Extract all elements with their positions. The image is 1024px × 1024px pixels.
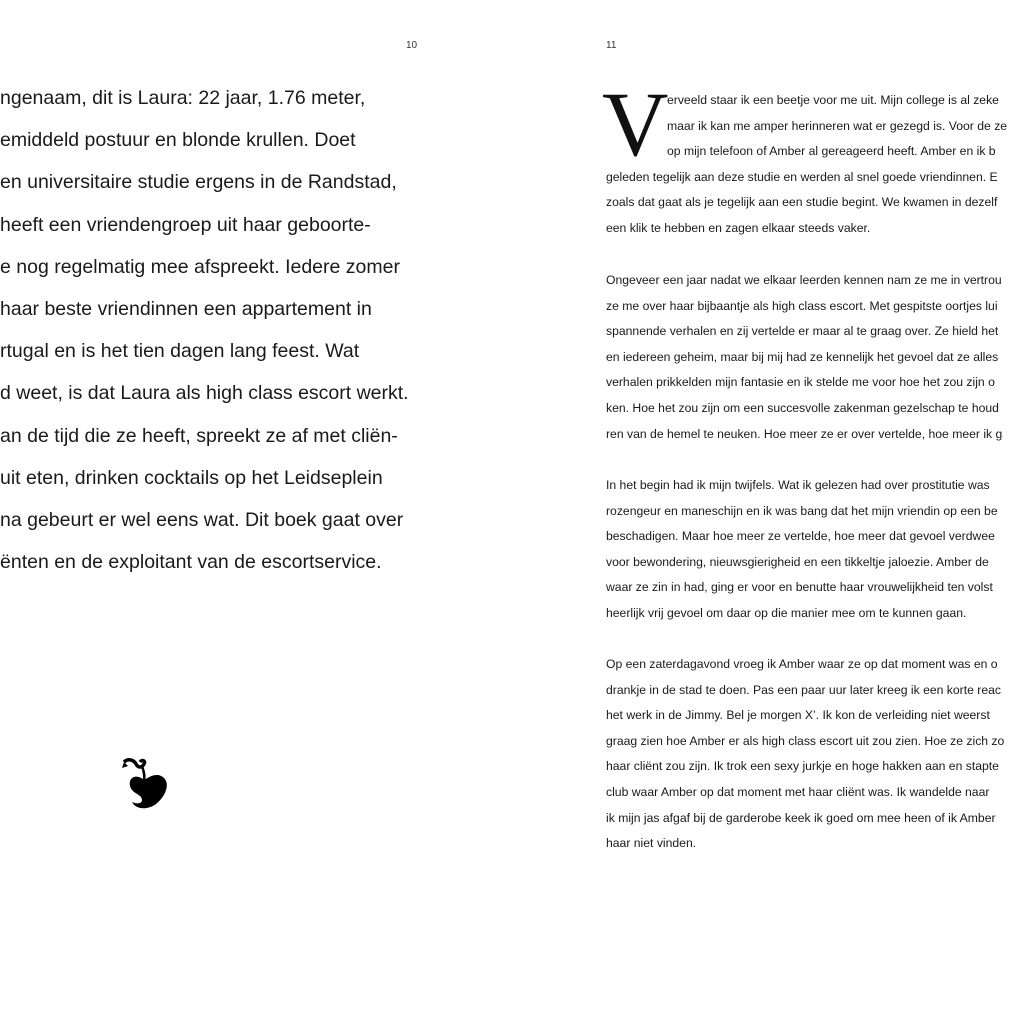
text-line: Ongeveer een jaar nadat we elkaar leerden kennen nam ze me in vertrou [606,273,1002,287]
text-line: heeft een vriendengroep uit haar geboorte- [0,213,371,236]
text-line: emiddeld postuur en blonde krullen. Doet [0,129,356,152]
text-line: uit eten, drinken cocktails op het Leidseplein [0,466,383,489]
text-line: zoals dat gaat als je tegelijk aan een studie begint. We kwamen in dezelf [606,195,998,210]
text-line: het werk in de Jimmy. Bel je morgen X’. Ik kon de verleiding niet weerst [606,708,990,723]
text-line: voor bewondering, nieuwsgierigheid en een tikkeltje jaloezie. Amber de [606,554,989,569]
text-line: waar ze zin in had, ging er voor en benutte haar vrouwelijkheid ten volst [606,580,993,595]
text-line: heerlijk vrij gevoel om daar op die manier mee om te kunnen gaan. [606,606,967,620]
text-line: In het begin had ik mijn twijfels. Wat ik gelezen had over prostitutie was [606,478,990,492]
page-number: 10 [406,40,418,51]
text-line: d weet, is dat Laura als high class escort werkt. [0,382,409,405]
text-line: op mijn telefoon of Amber al gereageerd heeft. Amber en ik b [667,144,996,159]
text-line: Op een zaterdagavond vroeg ik Amber waar ze op dat moment was en o [606,657,998,671]
text-line: maar ik kan me amper herinneren wat er gezegd is. Voor de ze [667,118,1008,133]
text-line: drankje in de stad te doen. Pas een paar uur later kreeg ik een korte reac [606,682,1001,697]
text-line: geleden tegelijk aan deze studie en werden al snel goede vriendinnen. E [606,169,998,184]
text-line: erveeld staar ik een beetje voor me uit. Mijn college is al zeke [667,93,999,107]
text-line: e nog regelmatig mee afspreekt. Iedere zomer [0,255,400,278]
text-line: haar beste vriendinnen een appartement in [0,298,372,320]
text-line: rozengeur en maneschijn en ik was bang dat het mijn vriendin op een be [606,503,998,518]
text-line: graag zien hoe Amber er als high class escort uit zou zien. Hoe ze zich zo [606,733,1005,748]
text-line: verhalen prikkelden mijn fantasie en ik stelde me voor hoe het zou zijn o [606,375,995,390]
text-line: ken. Hoe het zou zijn om een succesvolle zakenman gezelschap te houd [606,401,999,415]
text-line: beschadigen. Maar hoe meer ze vertelde, hoe meer dat gevoel verdwee [606,529,995,544]
text-line: na gebeurt er wel eens wat. Dit boek gaat over [0,509,404,531]
text-line: ngenaam, dit is Laura: 22 jaar, 1.76 meter, [0,87,366,109]
text-line: spannende verhalen en zij vertelde er maar al te graag over. Ze hield het [606,324,999,339]
text-line: club waar Amber op dat moment met haar cliënt was. Ik wandelde naar [606,785,990,799]
text-line: en universitaire studie ergens in de Randstad, [0,171,397,194]
text-line: ënten en de exploitant van de escortservice. [0,551,382,574]
text-line: ren van de hemel te neuken. Hoe meer ze er over vertelde, hoe meer ik g [606,426,1003,441]
drop-cap: V [602,73,669,175]
text-line: haar cliënt zou zijn. Ik trok een sexy jurkje en hoge hakken aan en stapte [606,759,999,774]
text-line: an de tijd die ze heeft, spreekt ze af met cliën- [0,424,398,447]
text-line: rtugal en is het tien dagen lang feest. Wat [0,340,360,363]
text-line: een klik te hebben en zagen elkaar steeds vaker. [606,221,871,235]
apple-heart-logo-icon [120,756,172,814]
text-line: ik mijn jas afgaf bij de garderobe keek ik goed om mee heen of ik Amber [606,810,996,825]
page-number: 11 [606,40,617,51]
text-line: ze me over haar bijbaantje als high class escort. Met gespitste oortjes lui [606,298,998,313]
text-line: haar niet vinden. [606,836,697,851]
text-line: en iedereen geheim, maar bij mij had ze kennelijk het gevoel dat ze alles [606,349,999,364]
